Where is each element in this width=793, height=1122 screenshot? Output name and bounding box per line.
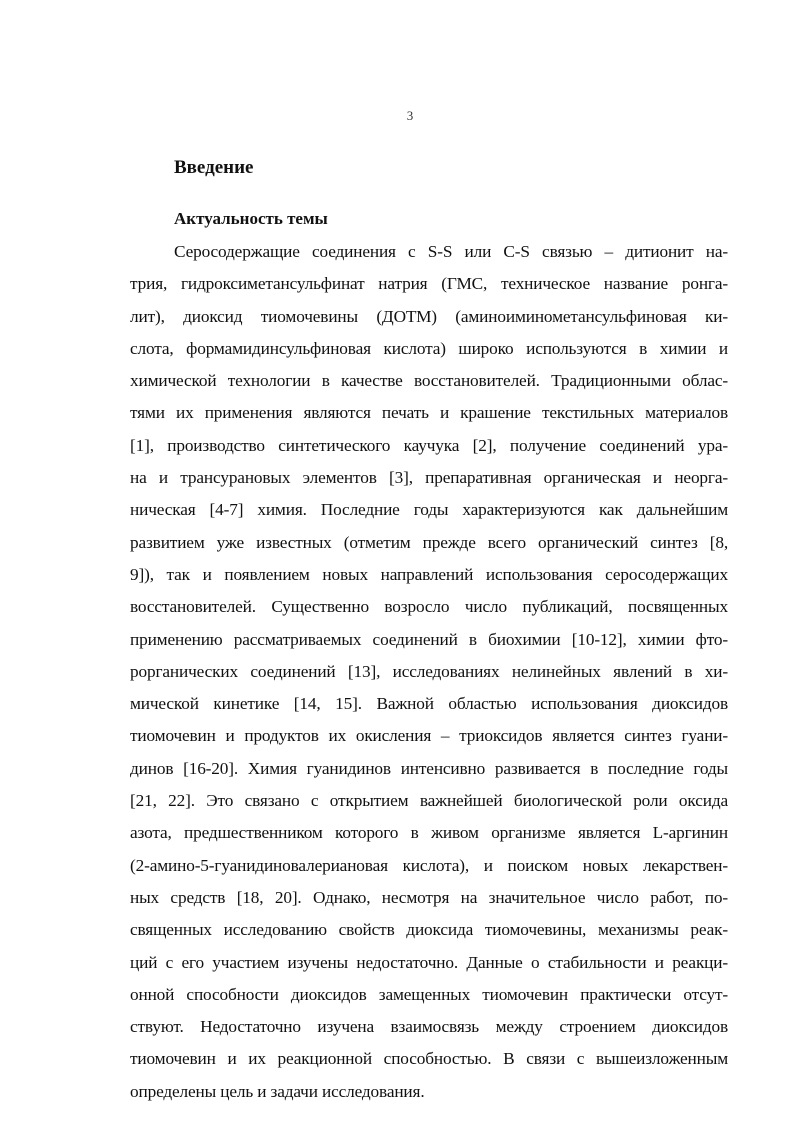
text-line: на и трансурановых элементов [3], препаративная органическая и неорга- — [130, 468, 728, 488]
text-line: рорганических соединений [13], исследованиях нелинейных явлений в хи- — [130, 661, 728, 681]
text-line: лит), диоксид тиомочевины (ДОТМ) (аминоиминометансульфиновая ки- — [130, 306, 728, 326]
text-line: священных исследованию свойств диоксида тиомочевины, механизмы реак- — [130, 920, 728, 940]
text-line: тиомочевин и их реакционной способностью. В связи с вышеизложенным — [130, 1049, 728, 1069]
text-line: онной способности диоксидов замещенных тиомочевин практически отсут- — [130, 984, 728, 1004]
text-line: определены цель и задачи исследования. — [130, 1081, 425, 1101]
text-line: ций с его участием изучены недостаточно. Данные о стабильности и реакци- — [130, 952, 728, 972]
page-number: 3 — [406, 108, 414, 123]
subsection-heading: Актуальность темы — [174, 209, 328, 228]
text-line: трия, гидроксиметансульфинат натрия (ГМС, техническое название ронга- — [130, 274, 728, 294]
text-line: восстановителей. Существенно возросло число публикаций, посвященных — [130, 597, 728, 617]
text-line: развитием уже известных (отметим прежде всего органический синтез [8, — [130, 532, 728, 552]
text-line: слота, формамидинсульфиновая кислота) широко используются в химии и — [130, 338, 728, 358]
text-line: Серосодержащие соединения с S-S или C-S связью – дитионит на- — [174, 242, 728, 261]
text-line: (2-амино-5-гуанидиновалериановая кислота), и поиском новых лекарствен- — [130, 855, 728, 875]
text-line: азота, предшественником которого в живом организме является L-аргинин — [130, 823, 728, 843]
text-line: динов [16-20]. Химия гуанидинов интенсивно развивается в последние годы — [130, 758, 728, 778]
text-line: химической технологии в качестве восстановителей. Традиционными облас- — [130, 371, 728, 391]
text-line: тиомочевин и продуктов их окисления – триоксидов является синтез гуани- — [130, 726, 728, 746]
body-text — [130, 239, 728, 1111]
section-heading: Введение — [174, 157, 254, 178]
text-line: [1], производство синтетического каучука [2], получение соединений ура- — [130, 435, 728, 455]
text-line: 9]), так и появлением новых направлений использования серосодержащих — [130, 564, 728, 584]
text-line: ствуют. Недостаточно изучена взаимосвязь между строением диоксидов — [130, 1017, 728, 1037]
text-line: применению рассматриваемых соединений в биохимии [10-12], химии фто- — [130, 629, 728, 649]
text-line: ных средств [18, 20]. Однако, несмотря на значительное число работ, по- — [130, 887, 728, 907]
text-line: тями их применения являются печать и крашение текстильных материалов — [130, 403, 728, 423]
text-line: мической кинетике [14, 15]. Важной областью использования диоксидов — [130, 694, 728, 714]
text-line: ническая [4-7] химия. Последние годы характеризуются как дальнейшим — [130, 500, 728, 520]
text-line: [21, 22]. Это связано с открытием важнейшей биологической роли оксида — [130, 791, 728, 811]
